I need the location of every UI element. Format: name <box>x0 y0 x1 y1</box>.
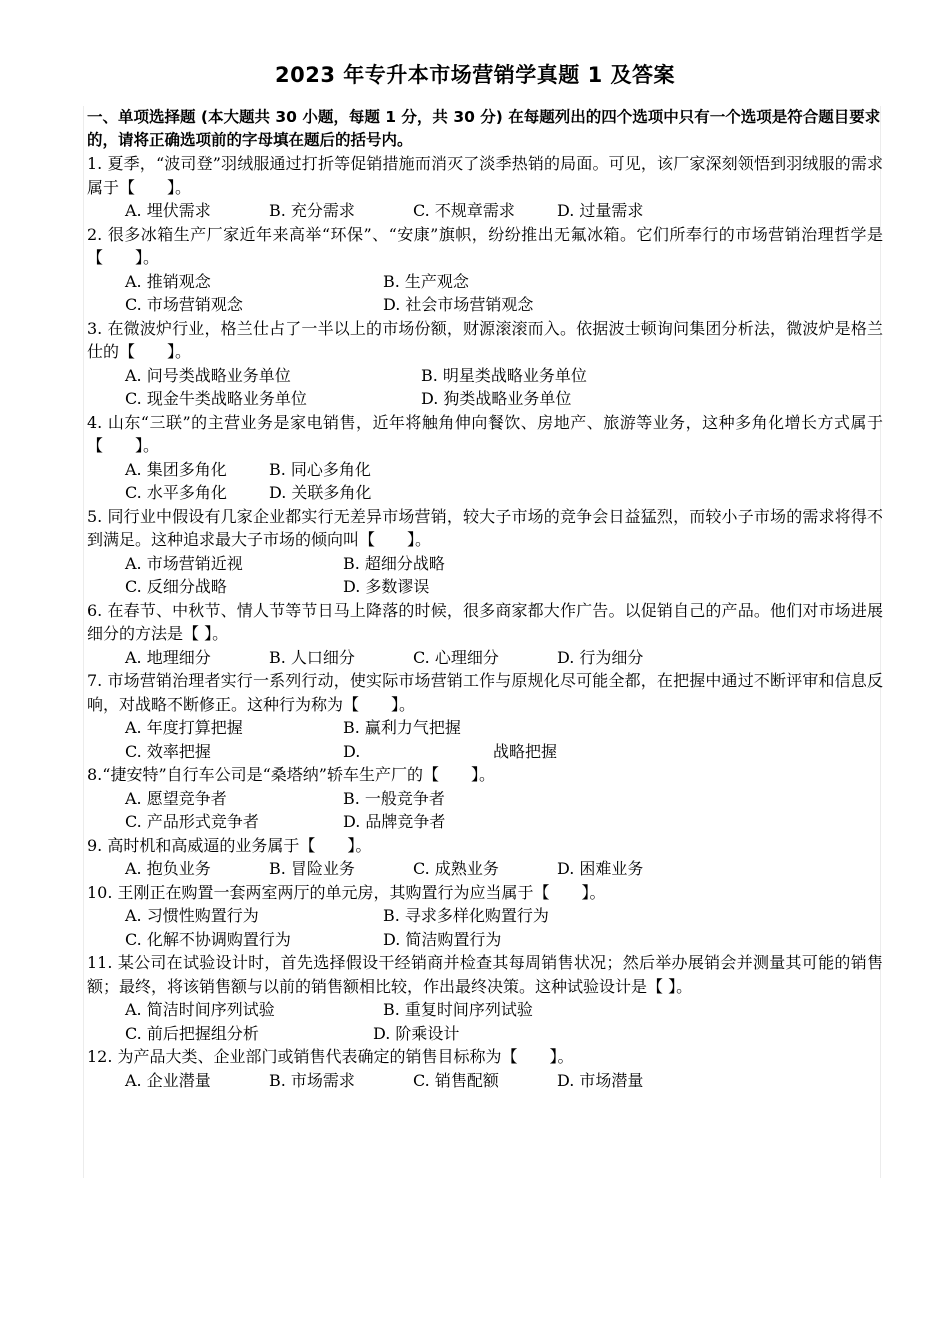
option-a: A. 习惯性购置行为 <box>125 906 259 925</box>
option-b: B. 寻求多样化购置行为 <box>383 906 549 925</box>
option-d <box>343 740 557 764</box>
option-d: D. 过量需求 <box>557 201 644 220</box>
option-a: A. 抱负业务 <box>125 859 211 878</box>
option-a: A. 地理细分 <box>125 647 211 667</box>
option-a: A. 问号类战略业务单位 <box>125 365 291 385</box>
option-c: C. 成熟业务 <box>413 859 499 878</box>
option-d: D. 狗类战略业务单位 <box>421 389 572 408</box>
option-b: B. 人口细分 <box>269 647 355 667</box>
options-row <box>87 387 883 411</box>
options-row <box>87 1022 883 1046</box>
option-d: D. 阶乘设计 <box>373 1023 460 1043</box>
option-b: B. 赢利力气把握 <box>343 718 461 737</box>
question-text: 4. 山东“三联”的主营业务是家电销售，近年将触角伸向餐饮、房地产、旅游等业务，这种多角化增长方式属于【 】。 <box>87 412 883 455</box>
question-text: 11. 某公司在试验设计时，首先选择假设干经销商并检查其每周销售状况；然后举办展销会并测量其可能的销售额；最终，将该销售额与以前的销售额相比较，作出最终决策。这种试验设计是【 】。 <box>87 953 883 996</box>
option-c: C. 市场营销观念 <box>125 295 243 314</box>
option-d-letter: D. <box>343 741 361 761</box>
option-c: C. 化解不协调购置行为 <box>125 929 291 949</box>
document-body <box>87 106 883 1092</box>
option-b: B. 超细分战略 <box>343 553 445 573</box>
option-b: B. 明星类战略业务单位 <box>421 365 587 385</box>
option-b: B. 一般竞争者 <box>343 788 445 808</box>
options-row <box>87 646 883 670</box>
section-header: 一、单项选择题 (本大题共 30 小题，每题 1 分，共 30 分) 在每题列出的四个选项中只有一个选项是符合题目要求的，请将正确选项前的字母填在题后的括号内。 <box>87 108 881 149</box>
question-text: 7. 市场营销治理者实行一系列行动，使实际市场营销工作与原规化尽可能全都，在把握中通过不断评审和信息反响，对战略不断修正。这种行为称为【 】。 <box>87 671 883 714</box>
option-b: B. 生产观念 <box>383 271 469 291</box>
options-row <box>87 740 883 764</box>
option-d: D. 困难业务 <box>557 859 644 878</box>
option-c: C. 现金牛类战略业务单位 <box>125 389 307 408</box>
options-row <box>87 787 883 811</box>
options-row <box>87 481 883 505</box>
option-c: C. 销售配额 <box>413 1070 499 1090</box>
options-row <box>87 458 883 482</box>
option-a: A. 简洁时间序列试验 <box>125 1000 275 1019</box>
option-d-text: 战略把握 <box>493 741 558 761</box>
question-text: 1. 夏季，“波司登”羽绒服通过打折等促销措施而消灭了淡季热销的局面。可见，该厂家深刻领悟到羽绒服的需求属于【 】。 <box>87 154 883 197</box>
question-text: 5. 同行业中假设有几家企业都实行无差异市场营销，较大子市场的竞争会日益猛烈，而较小子市场的需求将得不到满足。这种追求最大子市场的倾向叫【 】。 <box>87 506 883 549</box>
question-text: 10. 王刚正在购置一套两室两厅的单元房，其购置行为应当属于【 】。 <box>87 882 606 902</box>
options-row <box>87 293 883 317</box>
option-d: D. 关联多角化 <box>269 483 372 502</box>
option-b: B. 充分需求 <box>269 201 355 220</box>
option-b: B. 市场需求 <box>269 1070 355 1090</box>
option-c: C. 前后把握组分析 <box>125 1023 259 1043</box>
option-a: A. 推销观念 <box>125 271 211 291</box>
options-row <box>87 270 883 294</box>
option-d: D. 品牌竞争者 <box>343 812 446 831</box>
options-row <box>87 199 883 223</box>
option-d: D. 社会市场营销观念 <box>383 295 534 314</box>
document-title: 2023 年专升本市场营销学真题 1 及答案 <box>275 63 675 87</box>
option-d: D. 行为细分 <box>557 647 644 667</box>
option-a: A. 埋伏需求 <box>125 201 211 220</box>
options-row <box>87 904 883 928</box>
options-row <box>87 552 883 576</box>
option-a: A. 集团多角化 <box>125 459 227 479</box>
option-d: D. 简洁购置行为 <box>383 929 502 949</box>
options-row <box>87 998 883 1022</box>
options-row <box>87 364 883 388</box>
option-c: C. 产品形式竞争者 <box>125 812 259 831</box>
option-c: C. 反细分战略 <box>125 577 227 596</box>
option-a: A. 年度打算把握 <box>125 718 243 737</box>
options-row <box>87 716 883 740</box>
question-text: 8.“捷安特”自行车公司是“桑塔纳”轿车生产厂的【 】。 <box>87 765 495 784</box>
option-c: C. 心理细分 <box>413 647 499 667</box>
option-c: C. 水平多角化 <box>125 483 227 502</box>
question-text: 9. 高时机和高威逼的业务属于【 】。 <box>87 835 372 855</box>
options-row <box>87 928 883 952</box>
option-a: A. 企业潜量 <box>125 1070 211 1090</box>
question-text: 12. 为产品大类、企业部门或销售代表确定的销售目标称为【 】。 <box>87 1047 574 1066</box>
option-d: D. 多数谬误 <box>343 577 430 596</box>
option-b: B. 同心多角化 <box>269 459 371 479</box>
question-text: 6. 在春节、中秋节、情人节等节日马上降落的时候，很多商家都大作广告。以促销自己的产品。他们对市场进展细分的方法是【 】。 <box>87 600 883 643</box>
question-text: 3. 在微波炉行业，格兰仕占了一半以上的市场份额，财源滚滚而入。依据波士顿询问集团分析法，微波炉是格兰仕的【 】。 <box>87 318 883 361</box>
option-b: B. 重复时间序列试验 <box>383 1000 533 1019</box>
question-text: 2. 很多冰箱生产厂家近年来高举“环保”、“安康”旗帜，纷纷推出无氟冰箱。它们所奉行的市场营销治理哲学是【 】。 <box>87 224 883 267</box>
options-row <box>87 1069 883 1093</box>
options-row <box>87 857 883 881</box>
option-c: C. 不规章需求 <box>413 201 515 220</box>
option-c: C. 效率把握 <box>125 741 211 761</box>
options-row <box>87 810 883 834</box>
option-d: D. 市场潜量 <box>557 1070 644 1090</box>
option-b: B. 冒险业务 <box>269 859 355 878</box>
option-a: A. 愿望竞争者 <box>125 788 227 808</box>
option-a: A. 市场营销近视 <box>125 553 243 573</box>
options-row <box>87 575 883 599</box>
